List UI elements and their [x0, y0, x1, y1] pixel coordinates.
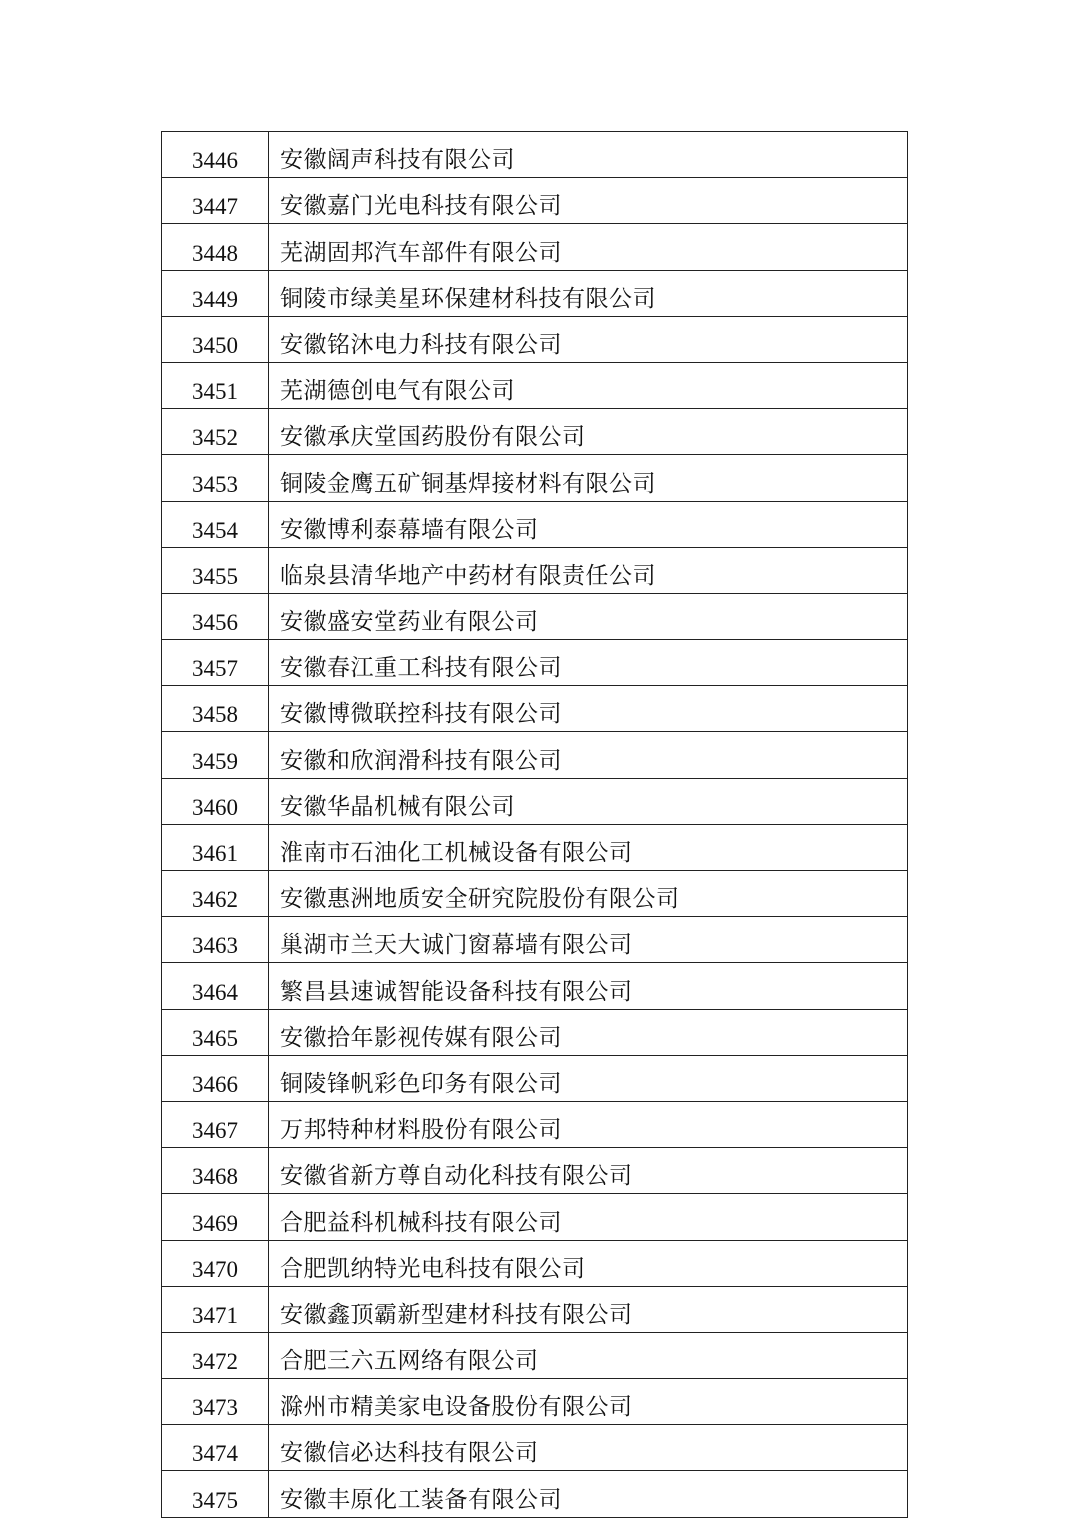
row-number: 3459	[162, 732, 269, 778]
table-row	[162, 409, 908, 455]
table-row	[162, 270, 908, 316]
row-number: 3466	[162, 1055, 269, 1101]
row-number: 3472	[162, 1332, 269, 1378]
company-name: 安徽拾年影视传媒有限公司	[269, 1009, 908, 1055]
row-number: 3452	[162, 409, 269, 455]
company-name: 芜湖德创电气有限公司	[269, 362, 908, 408]
row-number: 3469	[162, 1194, 269, 1240]
company-name: 安徽华晶机械有限公司	[269, 778, 908, 824]
table-row	[162, 640, 908, 686]
row-number: 3475	[162, 1471, 269, 1517]
row-number: 3460	[162, 778, 269, 824]
table-row	[162, 1286, 908, 1332]
table-row	[162, 917, 908, 963]
company-name: 铜陵市绿美星环保建材科技有限公司	[269, 270, 908, 316]
company-name: 安徽承庆堂国药股份有限公司	[269, 409, 908, 455]
table-row	[162, 547, 908, 593]
company-list-body	[162, 132, 908, 1518]
company-name: 安徽博微联控科技有限公司	[269, 686, 908, 732]
company-name: 安徽惠洲地质安全研究院股份有限公司	[269, 871, 908, 917]
company-name: 安徽铭沐电力科技有限公司	[269, 316, 908, 362]
row-number: 3473	[162, 1379, 269, 1425]
row-number: 3470	[162, 1240, 269, 1286]
row-number: 3458	[162, 686, 269, 732]
company-name: 万邦特种材料股份有限公司	[269, 1101, 908, 1147]
row-number: 3446	[162, 132, 269, 178]
company-list-table	[161, 131, 908, 1518]
company-name: 安徽和欣润滑科技有限公司	[269, 732, 908, 778]
row-number: 3468	[162, 1148, 269, 1194]
row-number: 3474	[162, 1425, 269, 1471]
company-name: 安徽博利泰幕墙有限公司	[269, 501, 908, 547]
company-name: 铜陵锋帆彩色印务有限公司	[269, 1055, 908, 1101]
table-row	[162, 1101, 908, 1147]
company-name: 安徽鑫顶霸新型建材科技有限公司	[269, 1286, 908, 1332]
table-row	[162, 1332, 908, 1378]
row-number: 3467	[162, 1101, 269, 1147]
table-row	[162, 1148, 908, 1194]
table-row	[162, 455, 908, 501]
company-name: 芜湖固邦汽车部件有限公司	[269, 224, 908, 270]
row-number: 3471	[162, 1286, 269, 1332]
company-name: 安徽盛安堂药业有限公司	[269, 593, 908, 639]
table-row	[162, 732, 908, 778]
company-name: 安徽嘉门光电科技有限公司	[269, 178, 908, 224]
company-name: 安徽丰原化工装备有限公司	[269, 1471, 908, 1517]
company-name: 临泉县清华地产中药材有限责任公司	[269, 547, 908, 593]
company-name: 安徽阔声科技有限公司	[269, 132, 908, 178]
table-row	[162, 824, 908, 870]
company-name: 淮南市石油化工机械设备有限公司	[269, 824, 908, 870]
company-name: 合肥凯纳特光电科技有限公司	[269, 1240, 908, 1286]
row-number: 3465	[162, 1009, 269, 1055]
table-row	[162, 1240, 908, 1286]
row-number: 3461	[162, 824, 269, 870]
company-name: 滁州市精美家电设备股份有限公司	[269, 1379, 908, 1425]
table-row	[162, 362, 908, 408]
table-row	[162, 1055, 908, 1101]
company-name: 安徽信必达科技有限公司	[269, 1425, 908, 1471]
row-number: 3456	[162, 593, 269, 639]
table-row	[162, 1009, 908, 1055]
company-name: 安徽春江重工科技有限公司	[269, 640, 908, 686]
row-number: 3450	[162, 316, 269, 362]
row-number: 3457	[162, 640, 269, 686]
table-row	[162, 224, 908, 270]
company-name: 安徽省新方尊自动化科技有限公司	[269, 1148, 908, 1194]
row-number: 3455	[162, 547, 269, 593]
company-name: 铜陵金鹰五矿铜基焊接材料有限公司	[269, 455, 908, 501]
company-name: 合肥益科机械科技有限公司	[269, 1194, 908, 1240]
table-row	[162, 501, 908, 547]
row-number: 3451	[162, 362, 269, 408]
table-row	[162, 871, 908, 917]
table-row	[162, 593, 908, 639]
table-row	[162, 778, 908, 824]
row-number: 3449	[162, 270, 269, 316]
row-number: 3463	[162, 917, 269, 963]
table-row	[162, 1379, 908, 1425]
row-number: 3447	[162, 178, 269, 224]
table-row	[162, 1194, 908, 1240]
company-name: 巢湖市兰天大诚门窗幕墙有限公司	[269, 917, 908, 963]
table-row	[162, 1425, 908, 1471]
row-number: 3448	[162, 224, 269, 270]
table-row	[162, 132, 908, 178]
table-row	[162, 1471, 908, 1517]
table-row	[162, 178, 908, 224]
company-name: 繁昌县速诚智能设备科技有限公司	[269, 963, 908, 1009]
table-row	[162, 316, 908, 362]
row-number: 3464	[162, 963, 269, 1009]
table-row	[162, 963, 908, 1009]
row-number: 3453	[162, 455, 269, 501]
row-number: 3454	[162, 501, 269, 547]
company-name: 合肥三六五网络有限公司	[269, 1332, 908, 1378]
table-row	[162, 686, 908, 732]
row-number: 3462	[162, 871, 269, 917]
